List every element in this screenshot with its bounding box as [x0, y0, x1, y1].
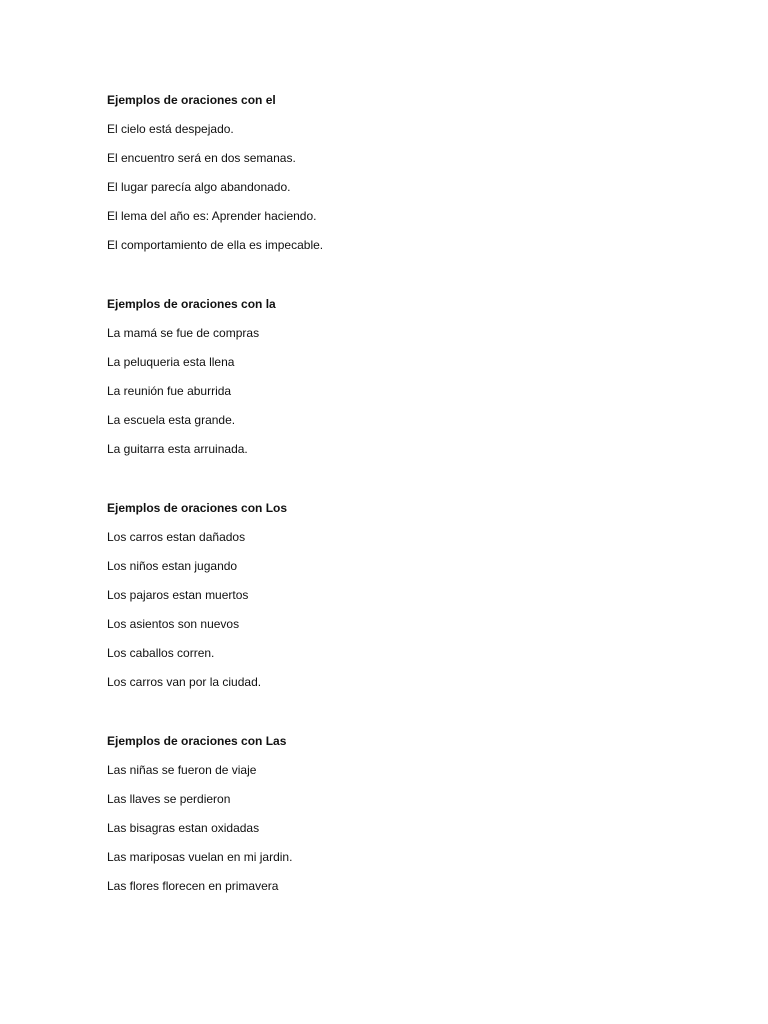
sentence: Las bisagras estan oxidadas — [107, 821, 260, 835]
sentence: Los niños estan jugando — [107, 559, 238, 573]
sentence: El cielo está despejado. — [107, 122, 234, 136]
sentence: La mamá se fue de compras — [107, 326, 260, 340]
sentence: Los asientos son nuevos — [107, 617, 240, 631]
sentence: Los pajaros estan muertos — [107, 588, 249, 602]
sentence: Las niñas se fueron de viaje — [107, 763, 257, 777]
section-heading: Ejemplos de oraciones con la — [107, 297, 276, 311]
section-heading: Ejemplos de oraciones con Las — [107, 734, 287, 748]
sentence: Las llaves se perdieron — [107, 792, 231, 806]
sentence: Las flores florecen en primavera — [107, 879, 279, 893]
sentence: Los caballos corren. — [107, 646, 215, 660]
sentence: La guitarra esta arruinada. — [107, 442, 248, 456]
section-articulo-el — [107, 92, 707, 266]
sentence: Los carros van por la ciudad. — [107, 675, 262, 689]
sentence: El lugar parecía algo abandonado. — [107, 180, 291, 194]
sentence: El encuentro será en dos semanas. — [107, 151, 296, 165]
sentence: El lema del año es: Aprender haciendo. — [107, 209, 317, 223]
sentence: La reunión fue aburrida — [107, 384, 232, 398]
sentence: El comportamiento de ella es impecable. — [107, 238, 324, 252]
sentence: La escuela esta grande. — [107, 413, 236, 427]
section-heading: Ejemplos de oraciones con Los — [107, 501, 288, 515]
sentence: Las mariposas vuelan en mi jardin. — [107, 850, 293, 864]
section-articulo-las — [107, 733, 707, 907]
section-heading: Ejemplos de oraciones con el — [107, 93, 276, 107]
section-articulo-los — [107, 500, 707, 703]
sentence: La peluqueria esta llena — [107, 355, 235, 369]
sentence: Los carros estan dañados — [107, 530, 246, 544]
section-articulo-la — [107, 296, 707, 470]
